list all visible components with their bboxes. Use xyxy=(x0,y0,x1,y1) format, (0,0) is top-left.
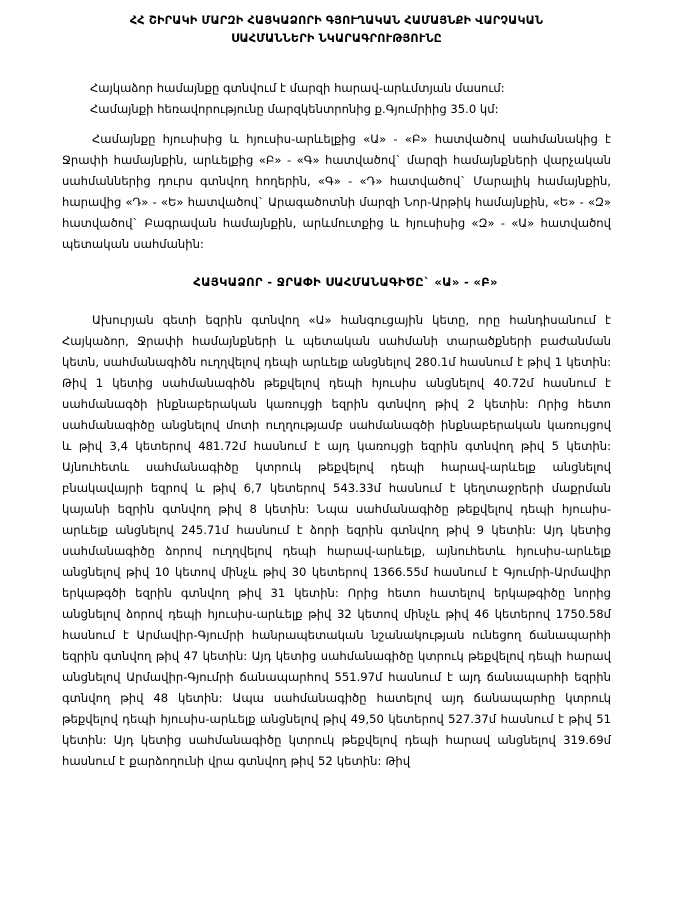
intro-line-location: Հայկաձոր համայնքը գտնվում է մարզի հարավ-արևմտյան մասում: xyxy=(90,81,505,95)
heading-description-spacer xyxy=(62,293,611,310)
overview-heading-spacer xyxy=(62,255,611,272)
page-title xyxy=(62,12,611,47)
page-title-line-2: ՍԱՀՄԱՆՆԵՐԻ ՆԿԱՐԱԳՐՈՒԹՅՈՒՆԸ xyxy=(231,31,442,45)
page-title-line-1: ՀՀ ՇԻՐԱԿԻ ՄԱՐԶԻ ՀԱՅԿԱՁՈՐԻ ԳՅՈՒՂԱԿԱՆ ՀԱՄԱՅՆՔԻ ՎԱՐՉԱԿԱՆ xyxy=(129,14,544,27)
section-heading: ՀԱՅԿԱՁՈՐ - ՋՐԱՓԻ ՍԱՀՄԱՆԱԳԻԾԸ` «Ա» - «Բ» xyxy=(193,275,498,289)
intro-block xyxy=(62,78,611,120)
intro-overview-spacer xyxy=(62,120,611,129)
overview-paragraph: Համայնքը հյուսիսից և հյուսիս-արևելքից «Ա» - «Բ» հատվածով սահմանակից է Ջրափի համայնքին, արևելքից «Բ» - «Գ» հատվածով` մարզի համայնքների վարչական սահմաններից դուրս գտնվող հողերին, «Գ» - «Դ» հատվածով` Մարալիկ համայնքին, հարավից «Դ» - «Ե» հատվածով` Արագածոտնի մարզի Նոր-Արթիկ համայնքին, «Ե» - «Զ» հատվածով` Բագրավան համայնքին, արևմուտքից և հյուսիսից «Զ» - «Ա» հատվածով պետական սահմանին: xyxy=(62,132,611,251)
intro-line-distance: Համայնքի հեռավորությունը մարզկենտրոնից ք.Գյումրիից 35.0 կմ: xyxy=(90,102,499,116)
description-paragraph: Ախուրյան գետի եզրին գտնվող «Ա» հանգուցային կետը, որը հանդիսանում է Հայկաձոր, Ջրափի համայնքների և պետական սահմանի տարածքների բաժանման կետն, սահմանագիծն ուղղվելով դեպի արևելք անցնելով 280.1մ հասնում է թիվ 1 կետին: Թիվ 1 կետից սահմանագիծն թեքվելով դեպի հյուսիս անցնելով 40.72մ հասնում է սահմանագծի ինքնաբերական կառույցի եզրին գտնվող թիվ 2 կետին: Որից հետո սահմանագիծը անցնելով մոտի ուղղությամբ սահմանագծի ինքնաբերական կառույցով և թիվ 3,4 կետերով 481.72մ հասնում է այդ կառույցի եզրին գտնվող թիվ 5 կետին: Այնուհետև սահմանագիծը կտրուկ թեքվելով դեպի հարավ-արևելք անցնելով բնակավայրի եզրով և թիվ 6,7 կետերով 543.33մ հասնում է կեղտաջրերի մաքրման կայանի եզրին գտնվող թիվ 8 կետին: Նպա սահմանագիծը թեքվելով դեպի հյուսիս-արևելք անցնելով 245.71մ հասնում է ձորի եզրին գտնվող թիվ 9 կետին: Այդ կետից սահմանագիծը ձորով ուղղվելով դեպի հարավ-արևելք, այնուհետև հյուսիս-արևելք անցնելով թիվ 10 կետով մինչև թիվ 30 կետերով 1366.55մ հասնում է Գյումրի-Արմավիր երկաթգծի եզրին գտնվող թիվ 31 կետին: Որից հետո հատելով երկաթգիծը նորից անցնելով ձորով դեպի հյուսիս-արևելք թիվ 32 կետով մինչև թիվ 46 կետերով 1750.58մ հասնում է Արմավիր-Գյումրի հանրապետական նշանակության ունեցող ճանապարհի եզրին գտնվող թիվ 47 կետին: Այդ կետից սահմանագիծը կտրուկ թեքվելով դեպի հարավ անցնելով Արմավիր-Գյումրի ճանապարհով 551.97մ հասնում է այդ ճանապարհի եզրին գտնվող թիվ 48 կետին: Ապա սահմանագիծը հատելով այդ ճանապարհը կտրուկ թեքվելով դեպի հյուսիս-արևելք անցնելով թիվ 49,50 կետերով 527.37մ հասնում է թիվ 51 կետին: Այդ կետից սահմանագիծը կտրուկ թեքվելով դեպի հարավ անցնելով 319.69մ հասնում է քարձողունի վրա գտնվող թիվ 52 կետին: Թիվ xyxy=(62,313,611,768)
title-body-spacer xyxy=(62,47,611,78)
